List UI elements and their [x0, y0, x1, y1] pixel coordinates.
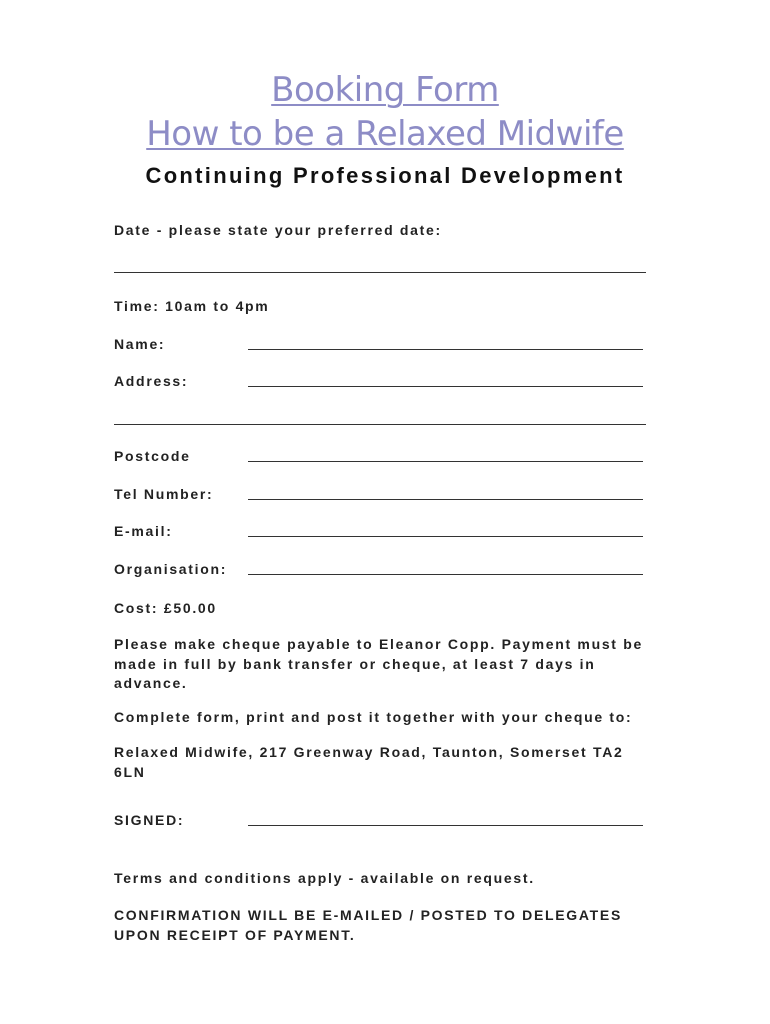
email-input-line[interactable] — [248, 536, 643, 537]
organisation-input-line[interactable] — [248, 574, 643, 575]
address-input-line-2[interactable] — [114, 424, 646, 425]
terms-text: Terms and conditions apply - available on request. — [114, 870, 535, 886]
signed-label: SIGNED: — [114, 812, 185, 828]
email-label: E-mail: — [114, 523, 173, 539]
postcode-label: Postcode — [114, 448, 191, 464]
payment-note: Please make cheque payable to Eleanor Copp. Payment must be made in full by bank transfer or cheque, at least 7 days in advance. — [114, 636, 644, 691]
name-label: Name: — [114, 336, 166, 352]
date-prompt: Date - please state your preferred date: — [114, 222, 442, 238]
tel-input-line[interactable] — [248, 499, 643, 500]
postal-address: Relaxed Midwife, 217 Greenway Road, Taunton, Somerset TA2 6LN — [114, 744, 624, 780]
subtitle: Continuing Professional Development — [145, 163, 625, 188]
signature-line[interactable] — [248, 825, 643, 826]
post-instruction: Complete form, print and post it together with your cheque to: — [114, 709, 633, 725]
tel-label: Tel Number: — [114, 486, 214, 502]
time-text: Time: 10am to 4pm — [114, 298, 270, 314]
course-title: How to be a Relaxed Midwife — [146, 114, 624, 154]
cost-text: Cost: £50.00 — [114, 600, 217, 616]
address-input-line[interactable] — [248, 386, 643, 387]
address-label: Address: — [114, 373, 189, 389]
name-input-line[interactable] — [248, 349, 643, 350]
organisation-label: Organisation: — [114, 561, 228, 577]
confirmation-text: CONFIRMATION WILL BE E-MAILED / POSTED TO DELEGATES UPON RECEIPT OF PAYMENT. — [114, 907, 622, 943]
form-title: Booking Form — [271, 70, 499, 110]
postcode-input-line[interactable] — [248, 461, 643, 462]
date-input-line[interactable] — [114, 272, 646, 273]
